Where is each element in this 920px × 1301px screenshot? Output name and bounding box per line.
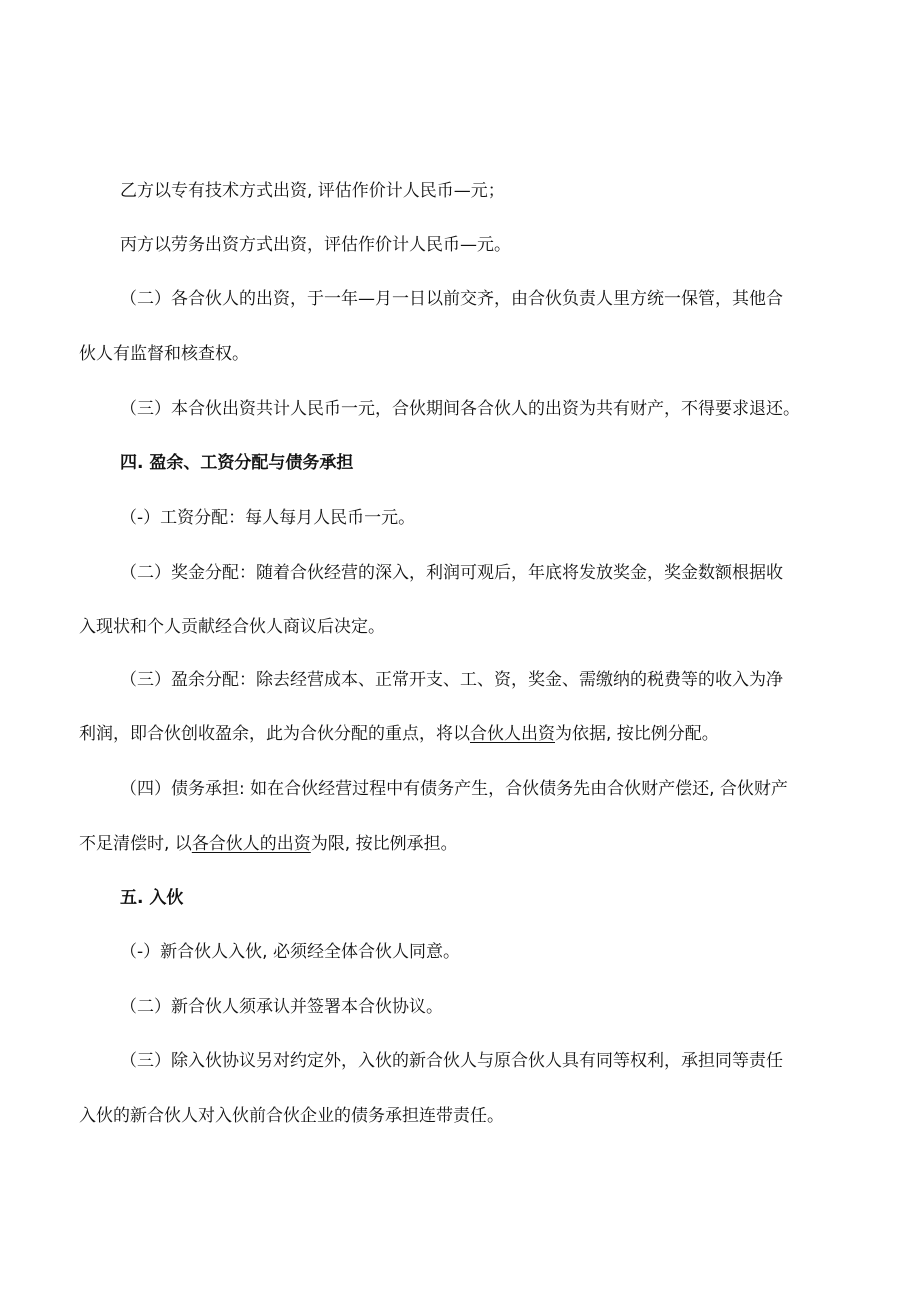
paragraph-line: 丙方以劳务出资方式出资，评估作价计人民币—元。 xyxy=(120,235,511,255)
paragraph-line: 乙方以专有技术方式出资, 评估作价计人民币—元； xyxy=(120,181,505,201)
section-heading-4: 四. 盈余、工资分配与债务承担 xyxy=(120,453,354,473)
line-text: 为限, 按比例承担。 xyxy=(310,834,458,854)
line-text: 为依据, 按比例分配。 xyxy=(555,724,719,744)
paragraph-line: （四）债务承担: 如在合伙经营过程中有债务产生，合伙债务先由合伙财产偿还, 合伙财产 xyxy=(120,779,788,799)
paragraph-line: （三）除入伙协议另对约定外，入伙的新合伙人与原合伙人具有同等权利，承担同等责任 xyxy=(120,1051,783,1071)
section-heading-5: 五. 入伙 xyxy=(120,888,184,908)
paragraph-line: （-）工资分配：每人每月人民币一元。 xyxy=(120,508,416,528)
line-text: 利润，即合伙创收盈余，此为合伙分配的重点，将以 xyxy=(79,724,470,744)
paragraph-line: （-）新合伙人入伙, 必须经全体合伙人同意。 xyxy=(120,942,460,962)
paragraph-line xyxy=(79,832,458,856)
paragraph-line: （二）新合伙人须承认并签署本合伙协议。 xyxy=(120,997,443,1017)
underlined-term: 各合伙人的出资 xyxy=(191,834,311,854)
paragraph-line: 入现状和个人贡献经合伙人商议后决定。 xyxy=(79,617,385,637)
paragraph-line: 入伙的新合伙人对入伙前合伙企业的债务承担连带责任。 xyxy=(79,1106,504,1126)
paragraph-line: （三）盈余分配：除去经营成本、正常开支、工、资，奖金、需缴纳的税费等的收入为净 xyxy=(120,670,783,690)
underlined-term: 合伙人出资 xyxy=(470,724,555,744)
line-text: 不足清偿时, 以 xyxy=(79,834,192,854)
paragraph-line: 伙人有监督和核查权。 xyxy=(79,344,249,364)
paragraph-line: （二）奖金分配：随着合伙经营的深入，利润可观后，年底将发放奖金，奖金数额根据收 xyxy=(120,563,783,583)
paragraph-line xyxy=(79,722,719,746)
paragraph-line: （二）各合伙人的出资，于一年—月一日以前交齐，由合伙负责人里方统一保管，其他合 xyxy=(120,289,783,309)
paragraph-line: （三）本合伙出资共计人民币一元，合伙期间各合伙人的出资为共有财产，不得要求退还。 xyxy=(120,399,800,419)
